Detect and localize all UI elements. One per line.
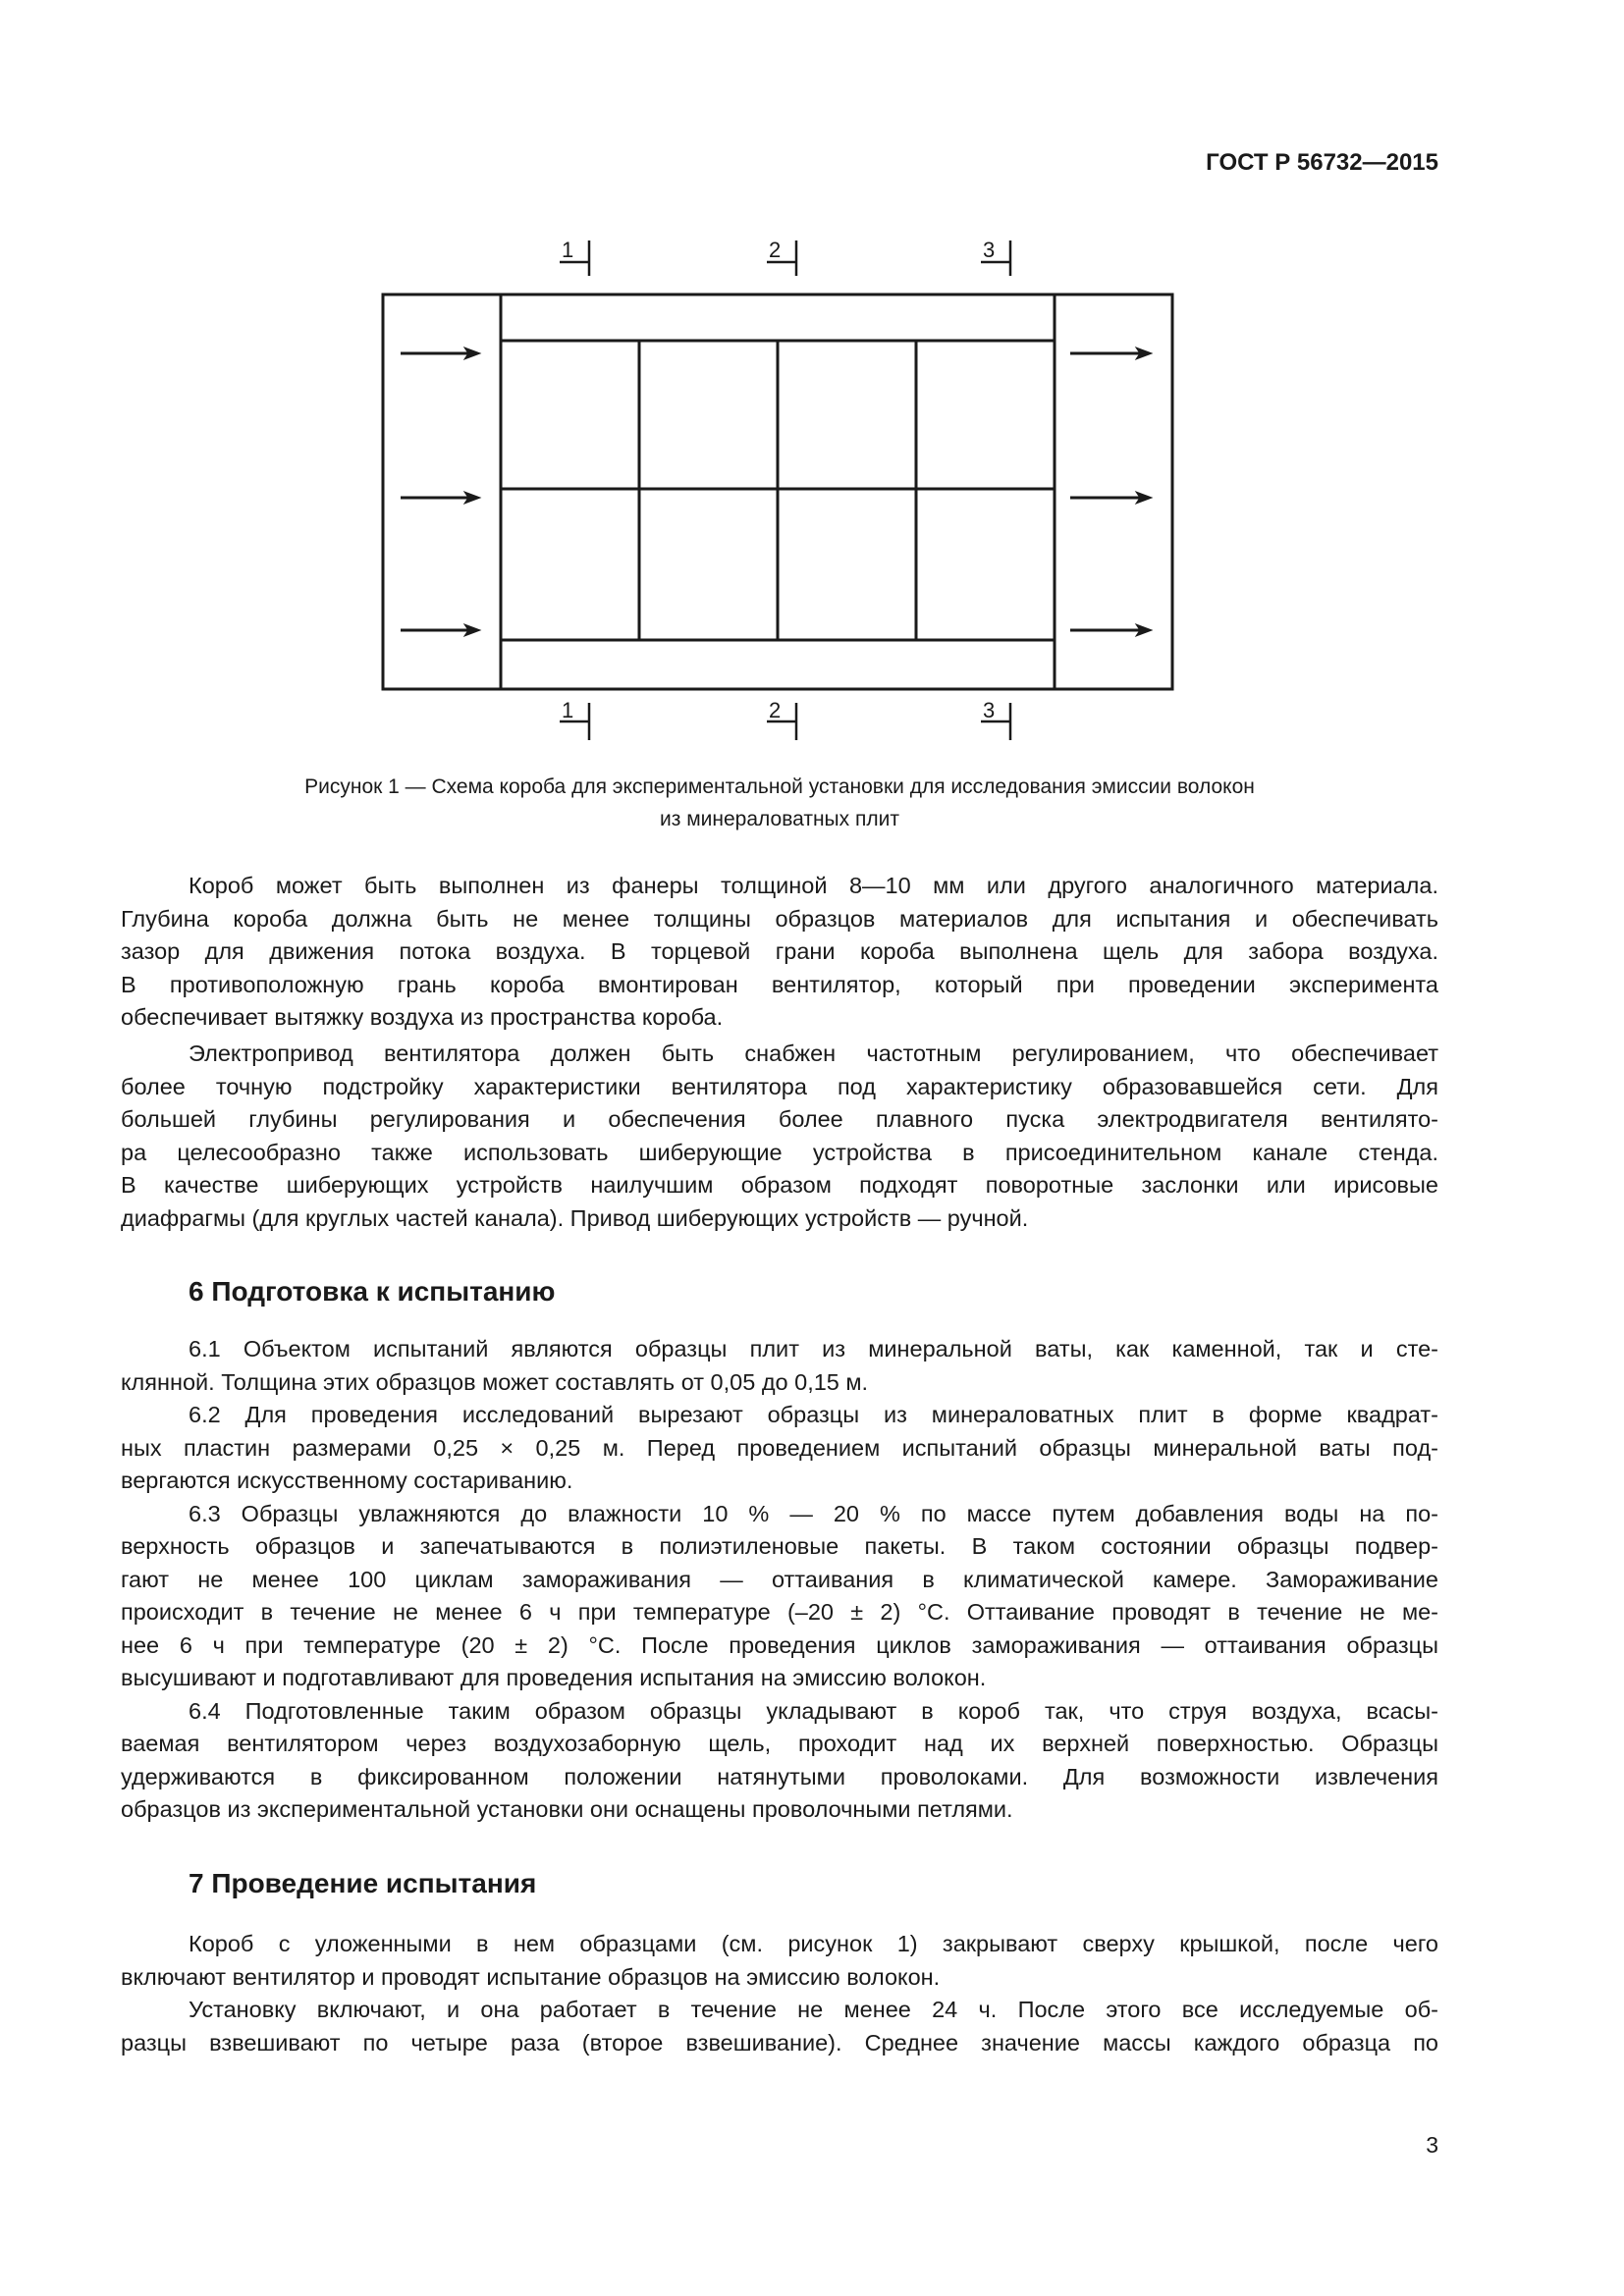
- air-inlet-arrow-icon: [401, 624, 480, 636]
- text-line: В качестве шиберующих устройств наилучшим образом подходят поворотные заслонки или ирисовые: [121, 1172, 1438, 1198]
- paragraph-box-material: [121, 870, 1438, 1035]
- figure-caption-line-2: из минераловатных плит: [660, 808, 899, 830]
- text-line: большей глубины регулирования и обеспечения более плавного пуска электродвигателя вентилято-: [121, 1106, 1438, 1132]
- text-line: диафрагмы (для круглых частей канала). Привод шиберующих устройств — ручной.: [121, 1204, 1029, 1231]
- page-number: 3: [1426, 2132, 1438, 2158]
- section-7-heading: 7 Проведение испытания: [189, 1868, 537, 1898]
- text-line: Короб с уложенными в нем образцами (см. рисунок 1) закрывают сверху крышкой, после чего: [189, 1931, 1438, 1956]
- text-line: гают не менее 100 циклам замораживания — оттаивания в климатической камере. Замораживание: [121, 1566, 1438, 1592]
- text-line: высушивают и подготавливают для проведения испытания на эмиссию волокон.: [121, 1665, 987, 1690]
- text-line: обеспечивает вытяжку воздуха из пространства короба.: [121, 1004, 724, 1030]
- text-line: включают вентилятор и проводят испытание образцов на эмиссию волокон.: [121, 1963, 941, 1990]
- text-line: ра целесообразно также использовать шиберующие устройства в присоединительном канале стенда.: [121, 1139, 1438, 1165]
- air-outlet-arrow-icon: [1070, 492, 1152, 504]
- text-line: 6.2 Для проведения исследований вырезают образцы из минераловатных плит в форме квадрат-: [189, 1402, 1438, 1427]
- clause-6-3: [121, 1498, 1438, 1695]
- text-line: вергаются искусственному состариванию.: [121, 1468, 573, 1493]
- section-mark-label-bottom-3: 3: [983, 698, 996, 722]
- text-line: удерживаются в фиксированном положении натянутыми проволоками. Для возможности извлечения: [121, 1763, 1438, 1789]
- text-line: клянной. Толщина этих образцов может составлять от 0,05 до 0,15 м.: [121, 1368, 869, 1395]
- paragraph-fan-drive: [121, 1038, 1438, 1235]
- text-line: образцов из экспериментальной установки они оснащены проволочными петлями.: [121, 1796, 1013, 1822]
- text-line: В противоположную грань короба вмонтирован вентилятор, который при проведении эксперимента: [121, 971, 1438, 997]
- document-id-header: ГОСТ Р 56732—2015: [1206, 149, 1438, 176]
- air-outlet-arrow-icon: [1070, 347, 1152, 359]
- figure-1-box-diagram: [0, 0, 1624, 756]
- text-line: Короб может быть выполнен из фанеры толщиной 8—10 мм или другого аналогичного материала.: [189, 873, 1438, 898]
- air-inlet-arrow-icon: [401, 347, 480, 359]
- text-line: разцы взвешивают по четыре раза (второе взвешивание). Среднее значение массы каждого образца по: [121, 2029, 1438, 2056]
- section-7-paragraph-1: [121, 1928, 1438, 1994]
- text-line: верхность образцов и запечатываются в полиэтиленовые пакеты. В таком состоянии образцы подвер-: [121, 1533, 1438, 1559]
- text-line: ных пластин размерами 0,25 × 0,25 м. Перед проведением испытаний образцы минеральной ваты под-: [121, 1434, 1438, 1461]
- section-mark-label-top-2: 2: [769, 238, 782, 262]
- air-inlet-arrow-icon: [401, 492, 480, 504]
- text-line: 6.4 Подготовленные таким образом образцы укладывают в короб так, что струя воздуха, всасы-: [189, 1697, 1438, 1724]
- text-line: происходит в течение не менее 6 ч при температуре (–20 ± 2) °С. Оттаивание проводят в течение не ме-: [121, 1599, 1438, 1625]
- text-line: Электропривод вентилятора должен быть снабжен частотным регулированием, что обеспечивает: [189, 1041, 1438, 1066]
- text-line: Глубина короба должна быть не менее толщины образцов материалов для испытания и обеспечивать: [121, 905, 1438, 932]
- text-line: ваемая вентилятором через воздухозаборную щель, проходит над их верхней поверхностью. Образцы: [121, 1731, 1438, 1756]
- section-mark-label-top-3: 3: [983, 238, 996, 262]
- clause-6-4: [121, 1695, 1438, 1827]
- text-line: более точную подстройку характеристики вентилятора под характеристику образовавшейся сети. Для: [121, 1073, 1438, 1099]
- text-line: 6.1 Объектом испытаний являются образцы плит из минеральной ваты, как каменной, так и сте-: [189, 1336, 1438, 1362]
- text-line: нее 6 ч при температуре (20 ± 2) °С. После проведения циклов замораживания — оттаивания образцы: [121, 1631, 1438, 1658]
- section-mark-label-bottom-1: 1: [562, 698, 574, 722]
- text-line: Установку включают, и она работает в течение не менее 24 ч. После этого все исследуемые об-: [189, 1997, 1438, 2022]
- section-6-heading: 6 Подготовка к испытанию: [189, 1276, 556, 1307]
- section-mark-label-top-1: 1: [562, 238, 574, 262]
- section-mark-label-bottom-2: 2: [769, 698, 782, 722]
- clause-6-1: [121, 1333, 1438, 1399]
- air-outlet-arrow-icon: [1070, 624, 1152, 636]
- section-7-paragraph-2: [121, 1994, 1438, 2059]
- clause-6-2: [121, 1399, 1438, 1498]
- figure-caption-line-1: Рисунок 1 — Схема короба для экспериментальной установки для исследования эмиссии волокон: [304, 775, 1255, 798]
- text-line: 6.3 Образцы увлажняются до влажности 10 % — 20 % по массе путем добавления воды на по-: [189, 1500, 1438, 1526]
- text-line: зазор для движения потока воздуха. В торцевой грани короба выполнена щель для забора воздуха.: [121, 938, 1438, 964]
